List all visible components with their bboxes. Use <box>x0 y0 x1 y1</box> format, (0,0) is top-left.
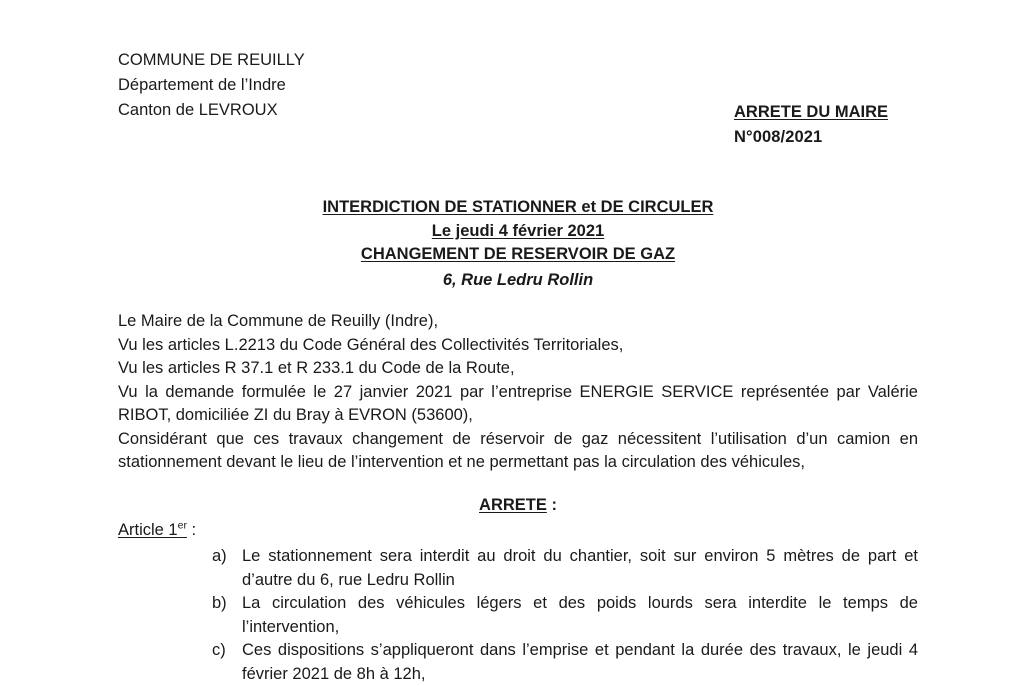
letterhead-line-canton: Canton de LEVROUX <box>118 101 278 119</box>
decree-subject-block <box>118 196 918 292</box>
subject-line-works-text: CHANGEMENT DE RESERVOIR DE GAZ <box>360 245 676 263</box>
clause-marker-c: c) <box>212 641 226 659</box>
decree-title: ARRETE DU MAIRE <box>734 103 889 121</box>
article-heading <box>118 521 196 540</box>
article-heading-superscript: er <box>177 519 187 532</box>
article-heading-label <box>118 521 187 539</box>
clause-text-b: La circulation des véhicules légers et des poids lourds sera interdite le temps de l’intervention, <box>242 594 918 636</box>
arrete-heading-word: ARRETE <box>479 496 547 514</box>
subject-line-interdiction-text: INTERDICTION DE STATIONNER et DE CIRCULER <box>322 198 714 216</box>
subject-line-works <box>118 243 918 267</box>
arrete-heading-colon: : <box>546 496 557 514</box>
clause-text-c: Ces dispositions s’appliqueront dans l’emprise et pendant la durée des travaux, le jeudi 4 février 2021 de 8h à 12h, <box>242 641 918 683</box>
letterhead-line-departement: Département de l’Indre <box>118 76 286 94</box>
article-heading-label-text: Article 1 <box>118 521 178 539</box>
preamble-line-cgct: Vu les articles L.2213 du Code Général des Collectivités Territoriales, <box>118 335 624 354</box>
decree-number: N°008/2021 <box>734 128 823 146</box>
subject-line-address: 6, Rue Ledru Rollin <box>442 270 594 289</box>
decree-reference-block <box>734 100 918 150</box>
list-item <box>212 639 918 686</box>
letterhead-line-commune: COMMUNE DE REUILLY <box>118 51 305 69</box>
preamble-block <box>118 310 918 475</box>
list-item <box>212 545 918 592</box>
preamble-line-route: Vu les articles R 37.1 et R 233.1 du Code de la Route, <box>118 359 515 377</box>
list-item <box>212 592 918 639</box>
subject-line-interdiction <box>118 196 918 220</box>
clause-marker-b: b) <box>212 594 227 612</box>
preamble-paragraph-considerant: Considérant que ces travaux changement de réservoir de gaz nécessitent l’utilisation d’un camion en stationnement devant le lieu de l’intervention et ne permettant pas la circulation des véhicules, <box>118 429 918 471</box>
arrete-heading <box>118 496 918 515</box>
clause-list <box>212 545 918 686</box>
letterhead <box>118 48 538 123</box>
article-heading-colon: : <box>186 521 197 539</box>
clause-marker-a: a) <box>212 547 227 565</box>
preamble-line-maire: Le Maire de la Commune de Reuilly (Indre), <box>118 312 439 330</box>
subject-line-date <box>118 220 918 244</box>
subject-line-date-text: Le jeudi 4 février 2021 <box>431 221 605 240</box>
preamble-paragraph-demande: Vu la demande formulée le 27 janvier 2021 par l’entreprise ENERGIE SERVICE représentée par Valérie RIBOT, domiciliée ZI du Bray à EVRON (53600), <box>118 382 918 424</box>
clause-text-a: Le stationnement sera interdit au droit du chantier, soit sur environ 5 mètres de part et d’autre du 6, rue Ledru Rollin <box>242 547 918 589</box>
